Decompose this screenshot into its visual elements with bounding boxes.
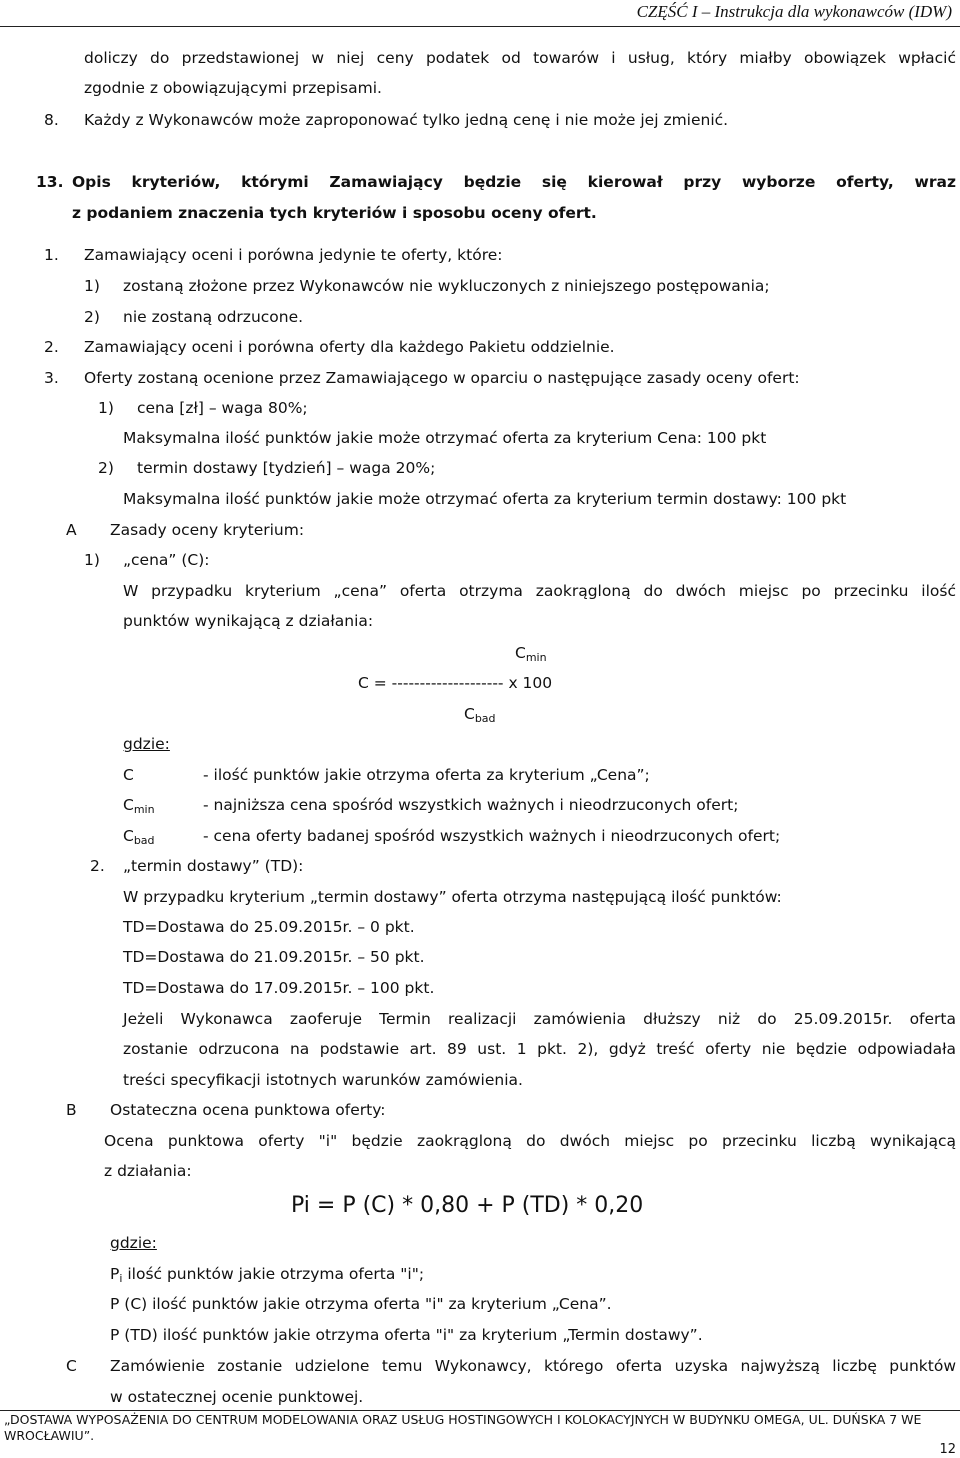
final-score-description-line-1: Ocena punktowa oferty "i" będzie zaokrągloną do dwóch miejsc po przecinku liczbą wynikającą bbox=[104, 1132, 956, 1150]
point-1-text: Zamawiający oceni i porówna jedynie te oferty, które: bbox=[84, 246, 503, 264]
def-c-symbol bbox=[123, 765, 134, 785]
intro-line-2: zgodnie z obowiązującymi przepisami. bbox=[84, 79, 382, 97]
final-score-formula: Pi = P (C) * 0,80 + P (TD) * 0,20 bbox=[291, 1193, 644, 1218]
def-cmin-letter: C bbox=[123, 796, 134, 814]
criterion-2-number: 2) bbox=[98, 459, 114, 477]
section-b-title: Ostateczna ocena punktowa oferty: bbox=[110, 1101, 386, 1119]
formula-cbad bbox=[464, 704, 496, 726]
criterion-1-max-points: Maksymalna ilość punktów jakie może otrzymać oferta za kryterium Cena: 100 pkt bbox=[123, 429, 767, 447]
def-cbad-text: - cena oferty badanej spośród wszystkich ważnych i nieodrzuconych ofert; bbox=[203, 827, 781, 845]
delivery-tier-3: TD=Dostawa do 17.09.2015r. – 100 pkt. bbox=[123, 979, 435, 997]
def-pi-text: ilość punktów jakie otrzyma oferta "i"; bbox=[122, 1265, 425, 1283]
section-c-letter: C bbox=[66, 1357, 77, 1375]
def-c-text: - ilość punktów jakie otrzyma oferta za kryterium „Cena”; bbox=[203, 766, 650, 784]
point-1-number: 1. bbox=[44, 246, 59, 264]
def-cmin-symbol bbox=[123, 795, 155, 817]
formula-cbad-subscript: bad bbox=[474, 712, 496, 725]
point-2-text: Zamawiający oceni i porówna oferty dla każdego Pakietu oddzielnie. bbox=[84, 338, 615, 356]
section-a-title: Zasady oceny kryterium: bbox=[110, 521, 305, 539]
page-number: 12 bbox=[939, 1442, 956, 1457]
criterion-2-max-points: Maksymalna ilość punktów jakie może otrzymać oferta za kryterium termin dostawy: 100 pkt bbox=[123, 490, 847, 508]
section-a-item-1-title: „cena” (C): bbox=[123, 551, 210, 569]
section-a-item-2-title: „termin dostawy” (TD): bbox=[123, 857, 304, 875]
def-pi-subscript: i bbox=[119, 1272, 123, 1285]
point-1-sub-2-number: 2) bbox=[84, 308, 100, 326]
section-13-title-line-2: z podaniem znaczenia tych kryteriów i sposobu oceny ofert. bbox=[72, 204, 597, 222]
def-c-letter: C bbox=[123, 766, 134, 784]
price-description-line-2: punktów wynikającą z działania: bbox=[123, 612, 374, 630]
formula-main-line: C = -------------------- x 100 bbox=[358, 674, 553, 692]
final-score-description-line-2: z działania: bbox=[104, 1162, 192, 1180]
intro-line-1: doliczy do przedstawionej w niej ceny podatek od towarów i usług, który miałby obowiązek wpłacić bbox=[84, 49, 956, 67]
section-13-number: 13. bbox=[36, 173, 64, 191]
page-header-title: CZĘŚĆ I – Instrukcja dla wykonawców (IDW) bbox=[636, 2, 952, 21]
footer-text: „DOSTAWA WYPOSAŻENIA DO CENTRUM MODELOWANIA ORAZ USŁUG HOSTINGOWYCH I KOLOKACYJNYCH W BUDYNKU OMEGA, UL. DUŃSKA 7 WE WROCŁAWIU”. bbox=[4, 1412, 922, 1443]
formula-cmin-subscript: min bbox=[525, 651, 547, 664]
criterion-1-text: cena [zł] – waga 80%; bbox=[137, 399, 308, 417]
def-pi bbox=[110, 1264, 424, 1286]
award-line-1: Zamówienie zostanie udzielone temu Wykonawcy, którego oferta uzyska najwyższą liczbę punktów bbox=[110, 1357, 956, 1375]
point-2-number: 2. bbox=[44, 338, 59, 356]
delivery-tier-1: TD=Dostawa do 25.09.2015r. – 0 pkt. bbox=[123, 918, 415, 936]
point-3-text: Oferty zostaną ocenione przez Zamawiającego w oparciu o następujące zasady oceny ofert: bbox=[84, 369, 800, 387]
definitions-label: gdzie: bbox=[123, 735, 170, 753]
point-1-sub-1-text: zostaną złożone przez Wykonawców nie wykluczonych z niniejszego postępowania; bbox=[123, 277, 770, 295]
rejection-line-2: zostanie odrzucona na podstawie art. 89 ust. 1 pkt. 2), gdyż treść oferty nie będzie odpowiadała bbox=[123, 1040, 956, 1058]
award-line-2: w ostatecznej ocenie punktowej. bbox=[110, 1388, 364, 1406]
header-rule bbox=[0, 26, 960, 27]
formula-cbad-symbol: C bbox=[464, 705, 475, 723]
formula-cmin bbox=[515, 643, 547, 665]
delivery-tier-2: TD=Dostawa do 21.09.2015r. – 50 pkt. bbox=[123, 948, 425, 966]
def-cmin-subscript: min bbox=[133, 803, 155, 816]
section-b-definitions-label: gdzie: bbox=[110, 1234, 157, 1252]
def-cbad-symbol bbox=[123, 826, 155, 848]
point-1-sub-1-number: 1) bbox=[84, 277, 100, 295]
delivery-description: W przypadku kryterium „termin dostawy” oferta otrzyma następującą ilość punktów: bbox=[123, 888, 782, 906]
criterion-2-text: termin dostawy [tydzień] – waga 20%; bbox=[137, 459, 436, 477]
item-8-text: Każdy z Wykonawców może zaproponować tylko jedną cenę i nie może jej zmienić. bbox=[84, 111, 729, 129]
point-1-sub-2-text: nie zostaną odrzucone. bbox=[123, 308, 304, 326]
formula-cmin-symbol: C bbox=[515, 644, 526, 662]
section-b-letter: B bbox=[66, 1101, 77, 1119]
criterion-1-number: 1) bbox=[98, 399, 114, 417]
item-8-number: 8. bbox=[44, 111, 59, 129]
def-cmin-text: - najniższa cena spośród wszystkich ważnych i nieodrzuconych ofert; bbox=[203, 796, 739, 814]
point-3-number: 3. bbox=[44, 369, 59, 387]
def-ptd: P (TD) ilość punktów jakie otrzyma oferta "i" za kryterium „Termin dostawy”. bbox=[110, 1326, 703, 1344]
def-cbad-subscript: bad bbox=[133, 834, 155, 847]
section-a-item-1-number: 1) bbox=[84, 551, 100, 569]
section-a-item-2-number: 2. bbox=[90, 857, 105, 875]
footer-rule bbox=[0, 1410, 960, 1411]
section-a-letter: A bbox=[66, 521, 77, 539]
def-pi-letter: P bbox=[110, 1265, 120, 1283]
rejection-line-1: Jeżeli Wykonawca zaoferuje Termin realizacji zamówienia dłuższy niż do 25.09.2015r. oferta bbox=[123, 1010, 956, 1028]
section-13-title-line-1: Opis kryteriów, którymi Zamawiający będzie się kierował przy wyborze oferty, wraz bbox=[72, 173, 956, 191]
def-pc: P (C) ilość punktów jakie otrzyma oferta "i" za kryterium „Cena”. bbox=[110, 1295, 612, 1313]
rejection-line-3: treści specyfikacji istotnych warunków zamówienia. bbox=[123, 1071, 523, 1089]
price-description-line-1: W przypadku kryterium „cena” oferta otrzyma zaokrągloną do dwóch miejsc po przecinku ilość bbox=[123, 582, 956, 600]
def-cbad-letter: C bbox=[123, 827, 134, 845]
